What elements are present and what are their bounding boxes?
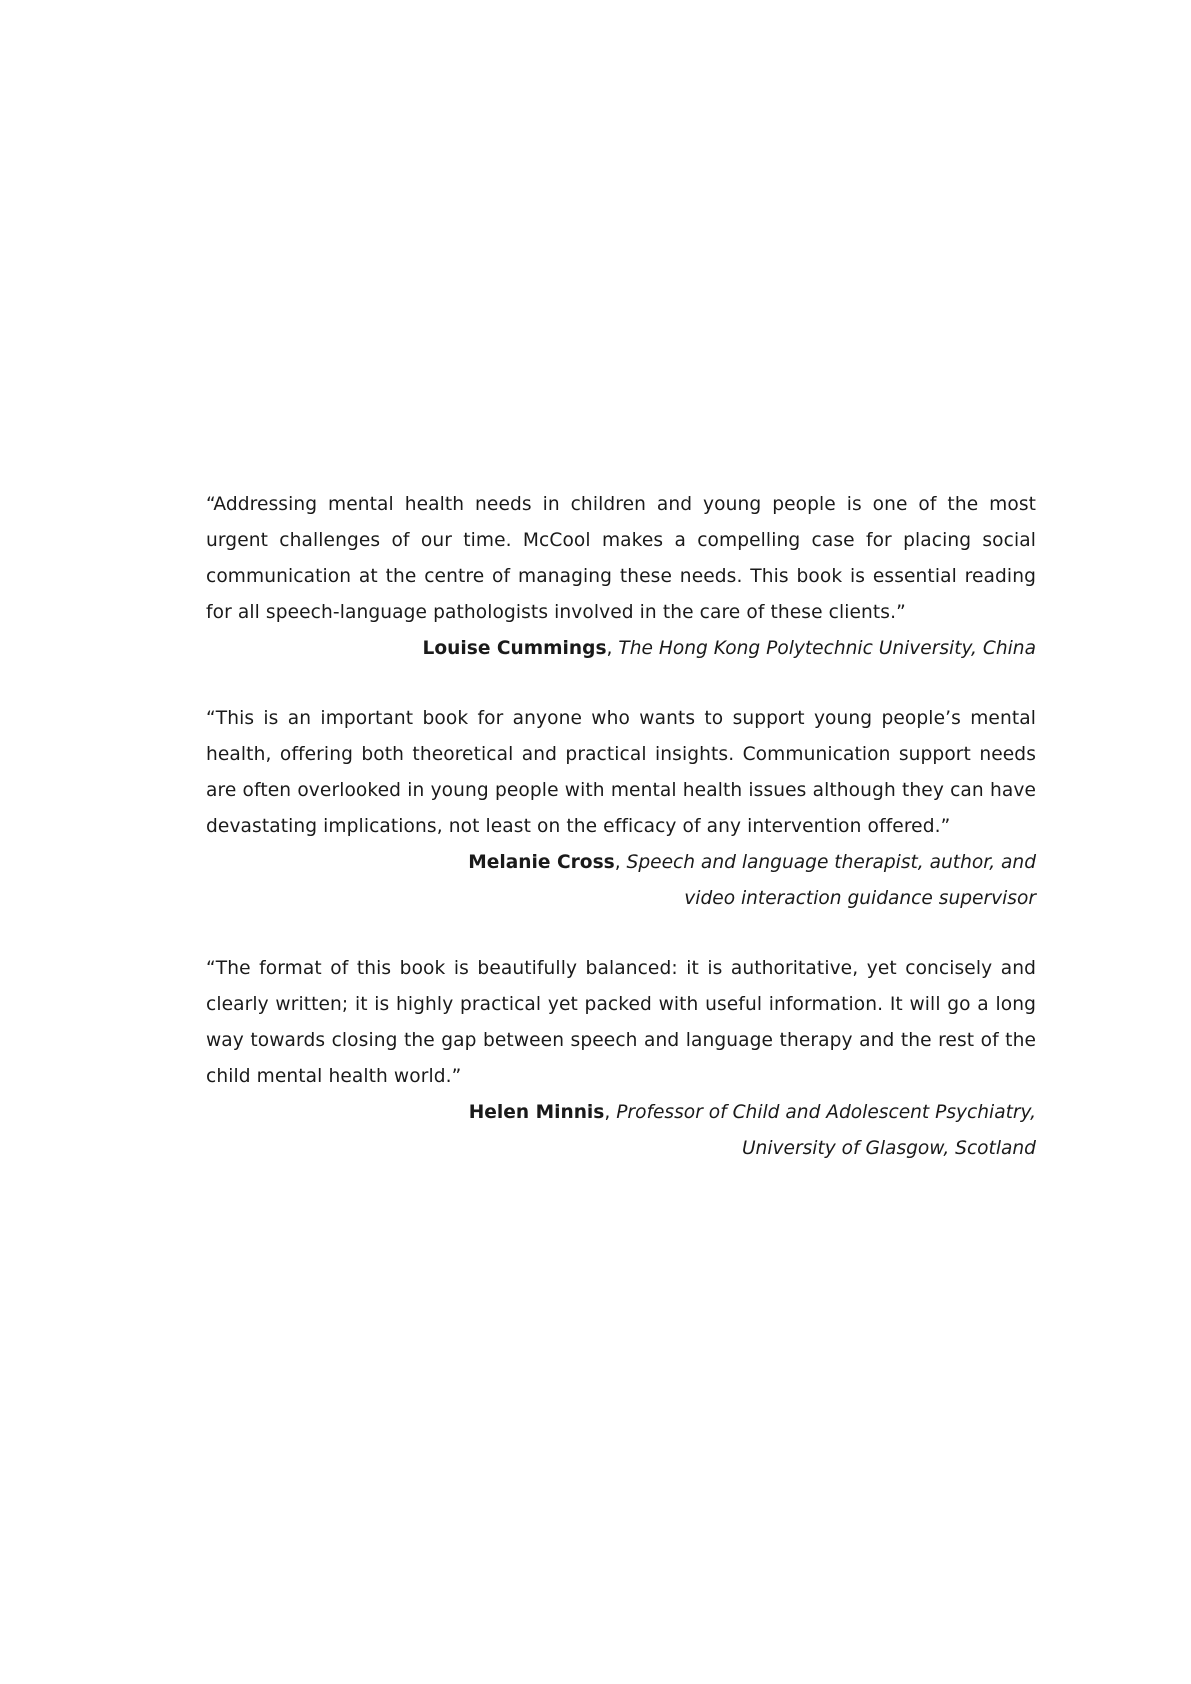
- attribution-line-1: [206, 631, 1036, 667]
- attribution-separator: ,: [614, 852, 627, 873]
- endorsement-attribution: [206, 631, 1036, 667]
- endorser-affiliation: Speech and language therapist, author, and: [626, 852, 1036, 873]
- endorsement-cross: [206, 701, 1036, 917]
- endorsement-attribution: [206, 1095, 1036, 1167]
- endorser-name: Melanie Cross: [468, 852, 615, 873]
- endorser-affiliation: The Hong Kong Polytechnic University, China: [618, 638, 1036, 659]
- endorsement-quote: “The format of this book is beautifully balanced: it is authoritative, yet concisely and clearly written; it is highly practical yet packed with useful information. It will go a long way towards closing the gap between speech and language therapy and the rest of the child mental health world.”: [206, 958, 1036, 1087]
- attribution-separator: ,: [606, 638, 619, 659]
- endorsement-quote: “This is an important book for anyone who wants to support young people’s mental health, offering both theoretical and practical insights. Communication support needs are often overlooked in young people with mental health issues although they can have devastating implications, not least on the efficacy of any intervention offered.”: [206, 708, 1036, 837]
- endorser-affiliation: Professor of Child and Adolescent Psychiatry,: [616, 1102, 1036, 1123]
- endorser-affiliation-continued: video interaction guidance supervisor: [684, 888, 1036, 909]
- endorsement-attribution: [206, 845, 1036, 917]
- attribution-separator: ,: [604, 1102, 617, 1123]
- attribution-line-1: [206, 1095, 1036, 1131]
- attribution-line-1: [206, 845, 1036, 881]
- endorser-affiliation-continued: University of Glasgow, Scotland: [741, 1138, 1036, 1159]
- endorser-name: Louise Cummings: [422, 638, 607, 659]
- endorsement-quote: “Addressing mental health needs in children and young people is one of the most urgent challenges of our time. McCool makes a compelling case for placing social communication at the centre of managing these needs. This book is essential reading for all speech-language pathologists involved in the care of these clients.”: [206, 494, 1036, 623]
- endorsements-section: [206, 487, 1036, 1201]
- endorsement-cummings: [206, 487, 1036, 667]
- endorsement-minnis: [206, 951, 1036, 1167]
- endorser-name: Helen Minnis: [468, 1102, 605, 1123]
